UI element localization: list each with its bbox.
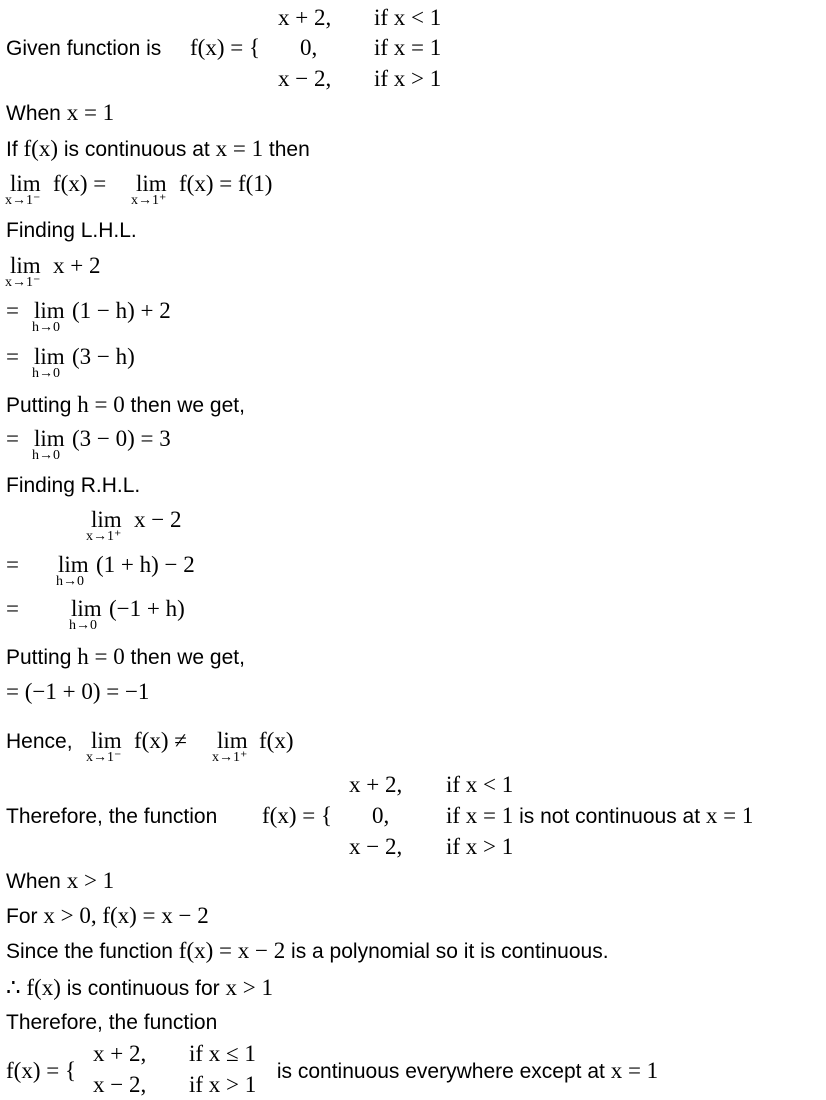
lhl-step1: x + 2	[53, 253, 101, 278]
lhl-heading: Finding L.H.L.	[6, 219, 137, 242]
hence-label: Hence,	[6, 730, 79, 753]
lim-operator: lim	[217, 728, 248, 753]
piece1-cond: if x < 1	[374, 5, 442, 30]
final-conclusion: is continuous everywhere except at x = 1	[271, 1058, 659, 1083]
th-piece2-cond-line: if x = 1 is not continuous at x = 1	[446, 803, 754, 828]
lim-operator: lim	[91, 728, 122, 753]
when-line: When x = 1	[6, 100, 115, 125]
equals-sign: =	[6, 344, 19, 369]
lim-subscript-h: h→0	[69, 618, 97, 633]
piece2-cond: if x = 1	[374, 35, 442, 60]
equals-sign: =	[6, 426, 19, 451]
for-line: For x > 0, f(x) = x − 2	[6, 903, 209, 928]
cond-eq-a: f(x) =	[53, 171, 107, 196]
lim-operator: lim	[71, 596, 102, 621]
lim-subscript-right: x→1⁺	[212, 750, 248, 765]
equals-sign: =	[6, 298, 19, 323]
final-piece1-cond: if x ≤ 1	[189, 1041, 256, 1066]
th-piece2-expr: 0,	[372, 803, 390, 828]
piece2-expr: 0,	[300, 35, 318, 60]
lim-subscript-h: h→0	[32, 366, 60, 381]
lim-subscript-left: x→1⁻	[5, 275, 41, 290]
piece1-expr: x + 2,	[278, 5, 332, 30]
lhl-result: (3 − 0) = 3	[72, 426, 171, 451]
equals-sign: =	[6, 596, 19, 621]
lim-subscript-h: h→0	[32, 448, 60, 463]
lhl-step2: (1 − h) + 2	[72, 298, 171, 323]
lim-subscript-left: x→1⁻	[86, 750, 122, 765]
when-gt-line: When x > 1	[6, 868, 115, 893]
therefore-continuous-line: ∴ f(x) is continuous for x > 1	[6, 975, 273, 1000]
lim-operator: lim	[34, 426, 65, 451]
final-intro: Therefore, the function	[6, 1011, 218, 1034]
if-continuous-line: If f(x) is continuous at x = 1 then	[6, 136, 310, 161]
hence-fx-right: f(x)	[259, 728, 294, 753]
given-label: Given function is	[6, 37, 168, 60]
th-piece3-cond: if x > 1	[446, 834, 514, 859]
therefore-label: Therefore, the function	[6, 805, 224, 828]
rhl-step3: (−1 + h)	[109, 596, 185, 621]
equals-sign: =	[6, 552, 19, 577]
th-piece1-cond: if x < 1	[446, 772, 514, 797]
lhl-step3: (3 − h)	[72, 344, 135, 369]
since-line: Since the function f(x) = x − 2 is a polynomial so it is continuous.	[6, 938, 609, 963]
putting-h-line: Putting h = 0 then we get,	[6, 644, 245, 669]
lim-operator: lim	[34, 344, 65, 369]
final-fx: f(x) = {	[6, 1058, 76, 1083]
cond-eq-b: f(x) = f(1)	[179, 171, 273, 196]
lim-operator: lim	[136, 171, 167, 196]
rhl-step1: x − 2	[134, 507, 182, 532]
putting-h-line: Putting h = 0 then we get,	[6, 392, 245, 417]
th-piece1-expr: x + 2,	[349, 772, 403, 797]
lim-subscript-h: h→0	[56, 574, 84, 589]
piece3-expr: x − 2,	[278, 66, 332, 91]
hence-fx-left: f(x) ≠	[134, 728, 187, 753]
lim-operator: lim	[58, 552, 89, 577]
final-piece2-expr: x − 2,	[93, 1072, 147, 1097]
rhl-heading: Finding R.H.L.	[6, 474, 141, 497]
th-fx: f(x) = {	[262, 803, 332, 828]
lim-operator: lim	[10, 171, 41, 196]
final-piece2-cond: if x > 1	[189, 1072, 257, 1097]
lim-subscript-left: x→1⁻	[5, 193, 41, 208]
lim-operator: lim	[10, 253, 41, 278]
rhl-result: = (−1 + 0) = −1	[6, 679, 150, 704]
th-piece3-expr: x − 2,	[349, 834, 403, 859]
lim-subscript-right: x→1⁺	[131, 193, 167, 208]
given-fx: f(x) = {	[190, 35, 260, 60]
final-piece1-expr: x + 2,	[93, 1041, 147, 1066]
lim-operator: lim	[34, 298, 65, 323]
piece3-cond: if x > 1	[374, 66, 442, 91]
lim-subscript-h: h→0	[32, 320, 60, 335]
lim-operator: lim	[91, 507, 122, 532]
rhl-step2: (1 + h) − 2	[96, 552, 195, 577]
lim-subscript-right: x→1⁺	[86, 529, 122, 544]
